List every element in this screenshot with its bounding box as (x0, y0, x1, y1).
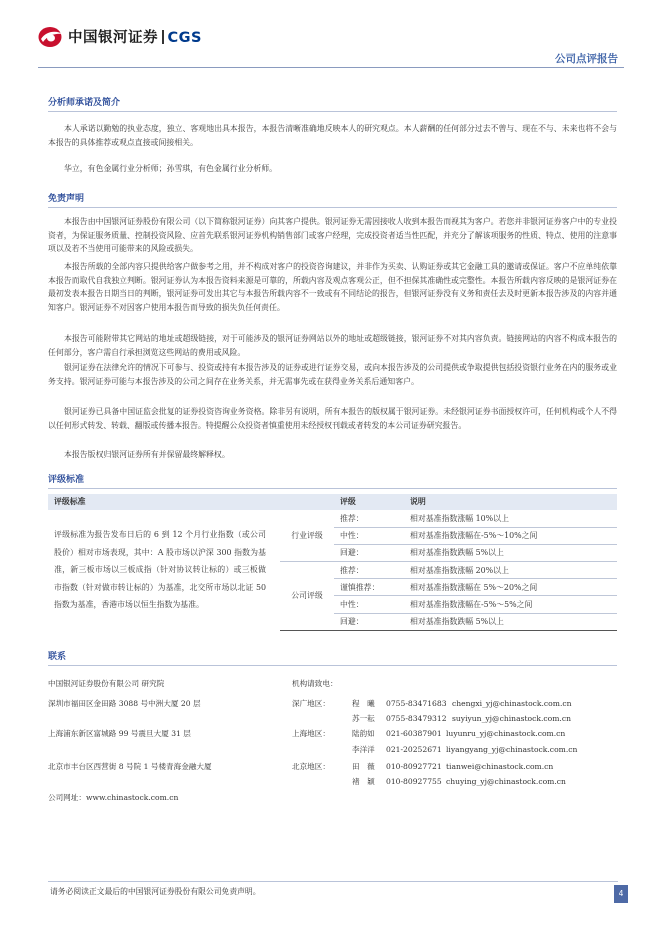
contact-phone: 021-60387901 (386, 729, 442, 738)
disclaimer-paragraph-2: 本报告所载的全部内容只提供给客户做参考之用，并不构成对客户的投资咨询建议，并非作为买卖、认购证券或其它金融工具的邀请或保证。客户不应单纯依靠本报告而取代自我独立判断。银河证券认为本报告资料来源是可靠的，所载内容及观点客观公正，但不担保其准确性或完整性。本报告所载内容反映的是银河证券在最初发表本报告日期当日的判断，银河证券可发出其它与本报告所载内容不一致或有不同结论的报告，但银河证券没有义务和责任去及时更新本报告涉及的内容并通知客户。银河证券不对因客户使用本报告而导致的损失负任何责任。 (48, 262, 617, 312)
disclaimer-paragraph-1: 本报告由中国银河证券股份有限公司（以下简称银河证券）向其客户提供。银河证券无需因接收人收到本报告而视其为客户。若您并非银河证券客户中的专业投资者，为保证服务质量、控制投资风险、应首先联系银河证券机构销售部门或客户经理，完成投资者适当性匹配，并充分了解该项服务的性质、特点、使用的注意事项以及若不当使用可能带来的风险或损失。 (48, 217, 617, 253)
rating-section-rule (48, 488, 617, 489)
header-standard: 评级标准 (48, 494, 280, 510)
contact-email[interactable]: chuying_yj@chinastock.com.cn (446, 777, 566, 786)
rating-value: 推荐： (334, 510, 404, 527)
contact-email[interactable]: luyunru_yj@chinastock.com.cn (446, 729, 566, 738)
contact-email[interactable]: liyangyang_yj@chinastock.com.cn (446, 745, 578, 754)
contact-name: 苏一耘 (352, 714, 375, 723)
contact-phone: 0755-83471683 (386, 699, 447, 708)
rating-description: 相对基准指数涨幅 10%以上 (404, 510, 617, 527)
region-shenzhen-guangzhou: 深广地区： (292, 699, 330, 708)
contact-phone: 021-20252671 (386, 745, 442, 754)
rating-value: 推荐： (334, 562, 404, 579)
rating-table (48, 494, 617, 631)
rating-description: 相对基准指数涨幅 20%以上 (404, 562, 617, 579)
disclaimer-section-rule (48, 207, 617, 208)
contact-section-title: 联系 (48, 652, 67, 662)
rating-description: 相对基准指数跌幅 5%以上 (404, 613, 617, 630)
address-shenzhen: 深圳市福田区金田路 3088 号中洲大厦 20 层 (48, 699, 201, 708)
contact-email[interactable]: chengxi_yj@chinastock.com.cn (452, 699, 572, 708)
rating-standard-text: 评级标准为报告发布日后的 6 到 12 个月行业指数（或公司股价）相对市场表现，其中：A 股市场以沪深 300 指数为基准，新三板市场以三板成指（针对协议转让标的）或三板做市指数（针对做市转让标的）为基准，北交所市场以北证 50 指数为基准，香港市场以恒生指数为基准。 (54, 530, 266, 610)
contact-name: 陆韵如 (352, 729, 375, 738)
analyst-bio: 华立，有色金属行业分析师；孙雪琪，有色金属行业分析师。 (64, 164, 278, 173)
contact-email[interactable]: suyiyun_yj@chinastock.com.cn (452, 714, 571, 723)
disclaimer-paragraph-3: 本报告可能附带其它网站的地址或超级链接，对于可能涉及的银河证券网站以外的地址或超级链接，银河证券不对其内容负责。链接网站的内容不构成本报告的任何部分，客户需自行承担浏览这些网站的费用或风险。 (48, 334, 617, 357)
footer-notice: 请务必阅读正文最后的中国银河证券股份有限公司免责声明。 (50, 887, 261, 896)
galaxy-logo-icon (38, 26, 64, 48)
analyst-section-title: 分析师承诺及简介 (48, 98, 121, 108)
rating-section-title: 评级标准 (48, 475, 85, 485)
sales-contact-title: 机构请致电： (292, 679, 338, 688)
address-beijing: 北京市丰台区西营街 8 号院 1 号楼青海金融大厦 (48, 762, 212, 771)
contact-email[interactable]: tianwei@chinastock.com.cn (446, 762, 554, 771)
rating-value: 谨慎推荐： (334, 579, 404, 596)
rating-table-header (48, 494, 617, 510)
rating-value: 回避： (334, 613, 404, 630)
research-institute-name: 中国银河证券股份有限公司 研究院 (48, 679, 165, 688)
rating-value: 回避： (334, 544, 404, 561)
rating-description: 相对基准指数涨幅在 5%～20%之间 (404, 579, 617, 596)
contact-name: 李洋洋 (352, 745, 375, 754)
logo-wordmark: 中国银河证券 CGS (68, 30, 202, 46)
region-shanghai: 上海地区： (292, 729, 330, 738)
region-beijing: 北京地区： (292, 762, 330, 771)
address-shanghai: 上海浦东新区富城路 99 号震旦大厦 31 层 (48, 729, 191, 738)
rating-description: 相对基准指数跌幅 5%以上 (404, 544, 617, 561)
footer-rule (48, 881, 618, 882)
contact-section-rule (48, 665, 617, 666)
industry-rating-label: 行业评级 (280, 510, 334, 562)
disclaimer-paragraph-5: 银河证券已具备中国证监会批复的证券投资咨询业务资格。除非另有说明，所有本报告的版权属于银河证券。未经银河证券书面授权许可，任何机构或个人不得以任何形式转发、转载、翻版或传播本报告。特提醒公众投资者慎重使用未经授权刊载或者转发的本公司证券研究报告。 (48, 407, 617, 430)
rating-description: 相对基准指数涨幅在-5%～5%之间 (404, 596, 617, 613)
analyst-commitment: 本人承诺以勤勉的执业态度，独立、客观地出具本报告，本报告清晰准确地反映本人的研究观点。本人薪酬的任何部分过去不曾与、现在不与、未来也将不会与本报告的具体推荐或观点直接或间接相关。 (48, 124, 617, 147)
header-rule (38, 67, 624, 68)
table-row (48, 510, 617, 527)
disclaimer-section-title: 免责声明 (48, 194, 85, 204)
contact-phone: 010-80927755 (386, 777, 442, 786)
page-number: 4 (614, 885, 628, 903)
company-website[interactable]: 公司网址：www.chinastock.com.cn (48, 793, 179, 802)
company-logo (38, 26, 238, 48)
contact-phone: 0755-83479312 (386, 714, 447, 723)
analyst-section-rule (48, 111, 617, 112)
report-type-label: 公司点评报告 (555, 53, 618, 65)
company-rating-label: 公司评级 (280, 562, 334, 631)
header-rating: 评级 (334, 494, 404, 510)
contact-name: 程 曦 (352, 699, 375, 708)
disclaimer-paragraph-4: 银河证券在法律允许的情况下可参与、投资或持有本报告涉及的证券或进行证券交易，或向本报告涉及的公司提供或争取提供包括投资银行业务在内的服务或业务支持。银河证券可能与本报告涉及的公司之间存在业务关系，并无需事先或在获得业务关系后通知客户。 (48, 363, 617, 386)
header-description: 说明 (404, 494, 617, 510)
rating-value: 中性： (334, 596, 404, 613)
rating-description: 相对基准指数涨幅在-5%～10%之间 (404, 527, 617, 544)
contact-phone: 010-80927721 (386, 762, 442, 771)
contact-name: 褚 颖 (352, 777, 375, 786)
disclaimer-paragraph-6: 本报告版权归银河证券所有并保留最终解释权。 (64, 450, 230, 459)
contact-name: 田 薇 (352, 762, 375, 771)
rating-value: 中性： (334, 527, 404, 544)
